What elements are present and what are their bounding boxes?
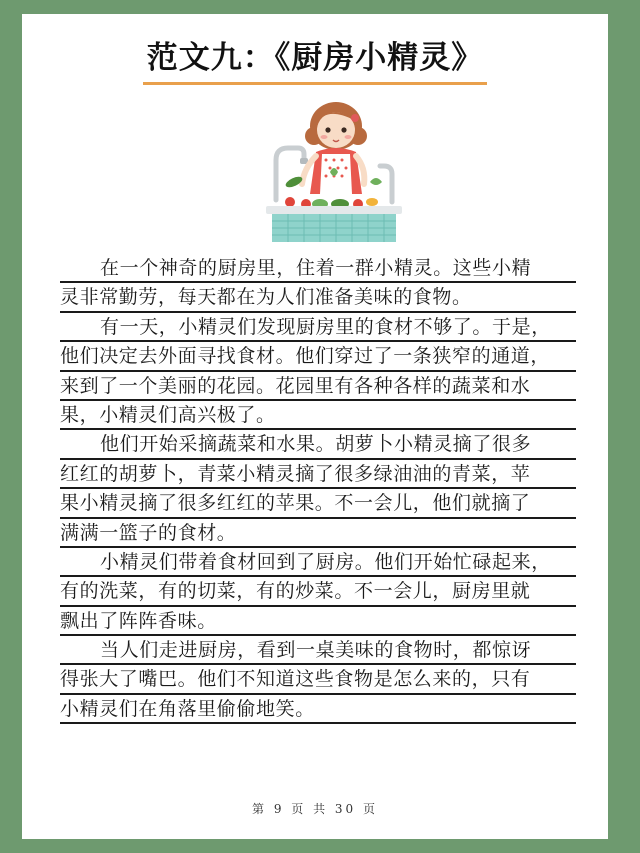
- text-line: 他们开始采摘蔬菜和水果。胡萝卜小精灵摘了很多: [60, 430, 576, 459]
- text-line: 飘出了阵阵香味。: [60, 607, 576, 636]
- essay-body: [60, 254, 576, 724]
- page-title: 范文九：《厨房小精灵》: [143, 36, 488, 85]
- text-line: 红红的胡萝卜，青菜小精灵摘了很多绿油油的青菜，苹: [60, 460, 576, 489]
- text-line: 有一天，小精灵们发现厨房里的食材不够了。于是，: [60, 313, 576, 342]
- title-area: [22, 36, 608, 85]
- text-line: 小精灵们带着食材回到了厨房。他们开始忙碌起来，: [60, 548, 576, 577]
- text-line: 来到了一个美丽的花园。花园里有各种各样的蔬菜和水: [60, 372, 576, 401]
- text-line: 得张大了嘴巴。他们不知道这些食物是怎么来的，只有: [60, 665, 576, 694]
- text-line: 他们决定去外面寻找食材。他们穿过了一条狭窄的通道，: [60, 342, 576, 371]
- text-line: 满满一篮子的食材。: [60, 519, 576, 548]
- text-line: 灵非常勤劳，每天都在为人们准备美味的食物。: [60, 283, 576, 312]
- text-line: 当人们走进厨房，看到一桌美味的食物时，都惊讶: [60, 636, 576, 665]
- text-line: 小精灵们在角落里偷偷地笑。: [60, 695, 576, 724]
- text-line: 果，小精灵们高兴极了。: [60, 401, 576, 430]
- page-number: 第 9 页 共 30 页: [252, 802, 378, 816]
- kitchen-girl-washing-vegetables-icon: [254, 90, 414, 250]
- text-line: 在一个神奇的厨房里，住着一群小精灵。这些小精: [60, 254, 576, 283]
- text-line: 有的洗菜，有的切菜，有的炒菜。不一会儿，厨房里就: [60, 577, 576, 606]
- text-line: 果小精灵摘了很多红红的苹果。不一会儿，他们就摘了: [60, 489, 576, 518]
- document-page: [22, 14, 608, 839]
